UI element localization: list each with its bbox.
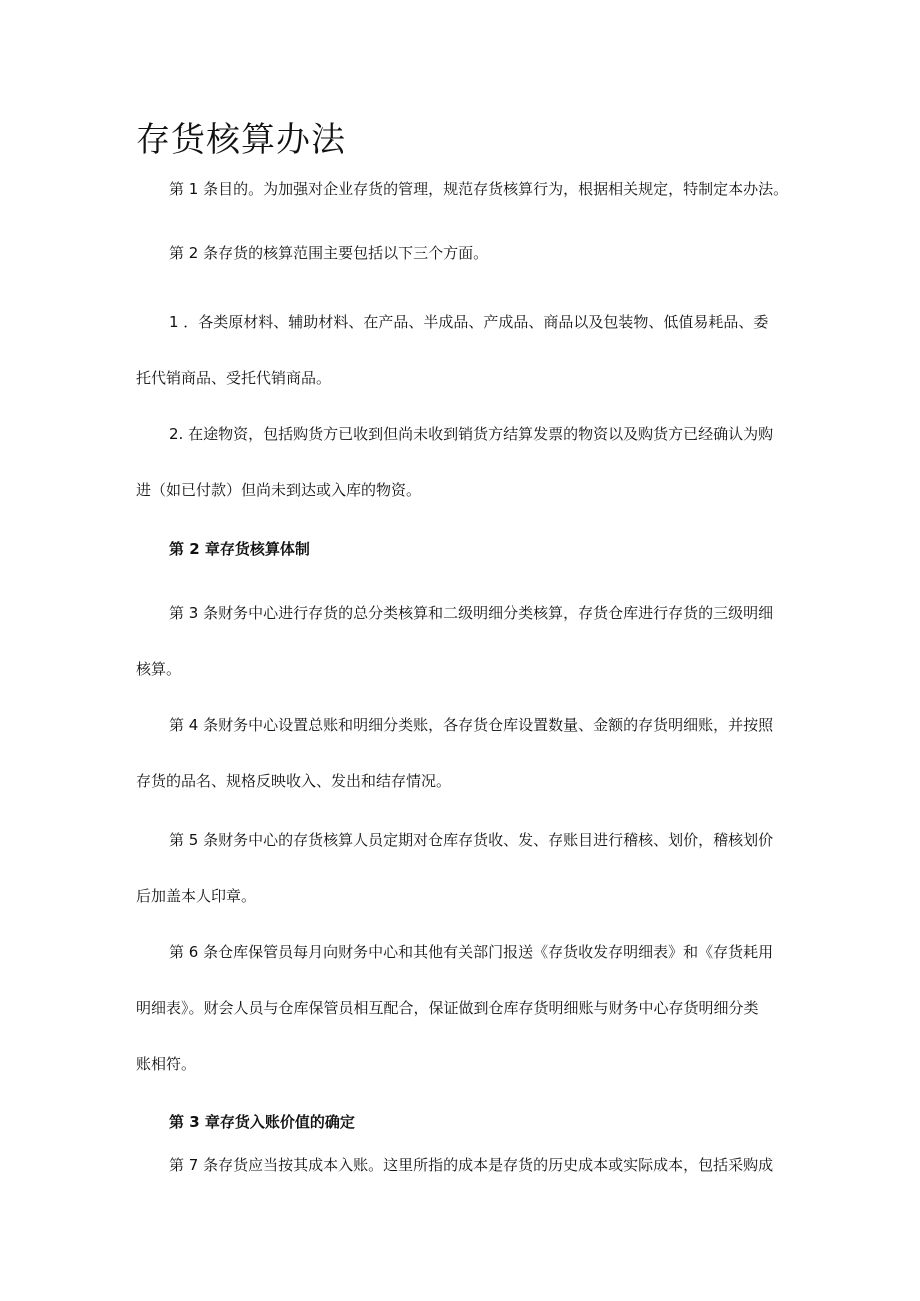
document-title: 存货核算办法 — [136, 120, 346, 160]
paragraph-line: 第 4 条财务中心设置总账和明细分类账，各存货仓库设置数量、金额的存货明细账，并按照 — [169, 716, 774, 734]
chapter-heading-2 — [136, 521, 786, 577]
paragraph-line: 第 2 条存货的核算范围主要包括以下三个方面。 — [169, 244, 489, 262]
paragraph-line: 第 6 条仓库保管员每月向财务中心和其他有关部门报送《存货收发存明细表》和《存货耗用 — [169, 943, 774, 961]
paragraph-line: 进（如已付款）但尚未到达或入库的物资。 — [136, 481, 422, 499]
paragraph-line: 第 5 条财务中心的存货核算人员定期对仓库存货收、发、存账目进行稽核、划价，稽核划价 — [169, 831, 774, 849]
paragraph-line: 核算。 — [136, 660, 182, 678]
paragraph-line: 第 3 章存货入账价值的确定 — [169, 1113, 355, 1131]
paragraph-item-1 — [136, 294, 786, 406]
paragraph-line: 第 3 条财务中心进行存货的总分类核算和二级明细分类核算，存货仓库进行存货的三级明细 — [169, 604, 774, 622]
paragraph-article-2 — [136, 225, 786, 281]
paragraph-line: 托代销商品、受托代销商品。 — [136, 369, 332, 387]
paragraph-article-1 — [136, 161, 789, 217]
paragraph-line: 明细表》。财会人员与仓库保管员相互配合，保证做到仓库存货明细账与财务中心存货明细分类 — [136, 999, 759, 1017]
paragraph-article-5 — [136, 812, 786, 924]
paragraph-article-3 — [136, 585, 786, 697]
paragraph-line: 第 7 条存货应当按其成本入账。这里所指的成本是存货的历史成本或实际成本，包括采购成 — [169, 1156, 774, 1174]
paragraph-article-7 — [136, 1137, 786, 1193]
paragraph-line: 第 2 章存货核算体制 — [169, 540, 310, 558]
paragraph-line: 2. 在途物资，包括购货方已收到但尚未收到销货方结算发票的物资以及购货方已经确认为购 — [169, 425, 774, 443]
paragraph-item-2 — [136, 406, 786, 518]
paragraph-article-4 — [136, 697, 786, 809]
paragraph-line: 1 ．各类原材料、辅助材料、在产品、半成品、产成品、商品以及包装物、低值易耗品、委 — [169, 313, 769, 331]
paragraph-line: 第 1 条目的。为加强对企业存货的管理，规范存货核算行为，根据相关规定，特制定本办法。 — [169, 180, 789, 198]
paragraph-line: 账相符。 — [136, 1055, 197, 1073]
paragraph-article-6 — [136, 924, 786, 1092]
paragraph-line: 存货的品名、规格反映收入、发出和结存情况。 — [136, 772, 452, 790]
paragraph-line: 后加盖本人印章。 — [136, 887, 257, 905]
